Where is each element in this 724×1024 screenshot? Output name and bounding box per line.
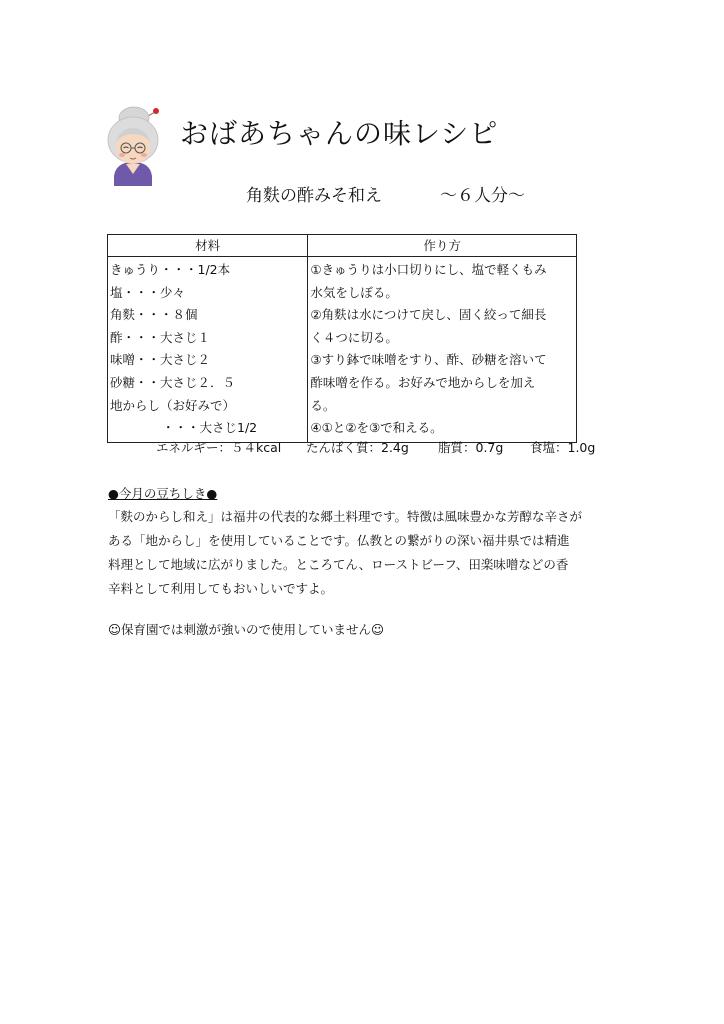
ingredients-header: 材料 [108, 235, 308, 257]
nursery-note: ☺保育園では刺激が強いので使用していません☺ [108, 622, 385, 637]
step-line: 水気をしぼる。 [310, 284, 398, 300]
trivia-line: 辛料として利用してもおいしいですよ。 [108, 581, 334, 596]
step-line: ①きゅうりは小口切りにし、塩で軽くもみ [310, 262, 547, 277]
ingredient-item: 角麩・・・８個 [110, 307, 198, 323]
step-line: ④①と②を③で和える。 [310, 420, 443, 436]
ingredients-cell [108, 257, 308, 443]
ingredient-item: 地からし（お好みで） [110, 397, 236, 413]
dish-subtitle [246, 183, 525, 209]
nutrition-fat: 脂質：0.7g [438, 440, 504, 455]
recipe-table [107, 234, 577, 443]
nutrition-salt: 食塩：1.0g [530, 440, 596, 455]
ingredient-item: 砂糖・・大さじ２．５ [110, 374, 236, 390]
trivia-line: ある「地からし」を使用していることです。仏教との繋がりの深い福井県では精進 [108, 533, 570, 548]
step-line: ③すり鉢で味噌をすり、酢、砂糖を溶いて [310, 352, 547, 368]
trivia-body [108, 505, 628, 601]
nutrition-info [156, 439, 595, 457]
trivia-heading: ●今月の豆ちしき● [108, 486, 218, 501]
ingredient-item: ・・・大さじ1/2 [162, 420, 258, 436]
ingredient-item: 酢・・・大さじ１ [110, 329, 211, 345]
steps-cell [308, 257, 577, 443]
steps-header: 作り方 [308, 235, 577, 257]
trivia-line: 「麩のからし和え」は福井の代表的な郷土料理です。特徴は風味豊かな芳醇な辛さが [108, 509, 583, 524]
step-line: 酢味噌を作る。お好みで地からしを加え [310, 374, 536, 390]
servings: ～６人分～ [440, 186, 525, 206]
trivia-line: 料理として地域に広がりました。ところてん、ローストビーフ、田楽味噌などの香 [108, 557, 569, 572]
ingredient-item: きゅうり・・・1/2本 [110, 262, 231, 277]
grandma-icon [104, 104, 162, 186]
step-line: く４つに切る。 [310, 329, 398, 345]
step-line: ②角麩は水につけて戻し、固く絞って細長 [310, 307, 547, 323]
nutrition-protein: たんぱく質：2.4g [306, 440, 409, 455]
step-line: る。 [310, 397, 336, 413]
ingredient-item: 味噌・・大さじ２ [110, 352, 211, 368]
dish-name: 角麩の酢みそ和え [246, 186, 382, 206]
ingredient-item: 塩・・・少々 [110, 284, 186, 300]
nutrition-energy: エネルギー：５４kcal [156, 440, 282, 455]
page-title: おばあちゃんの味レシピ [180, 117, 499, 150]
